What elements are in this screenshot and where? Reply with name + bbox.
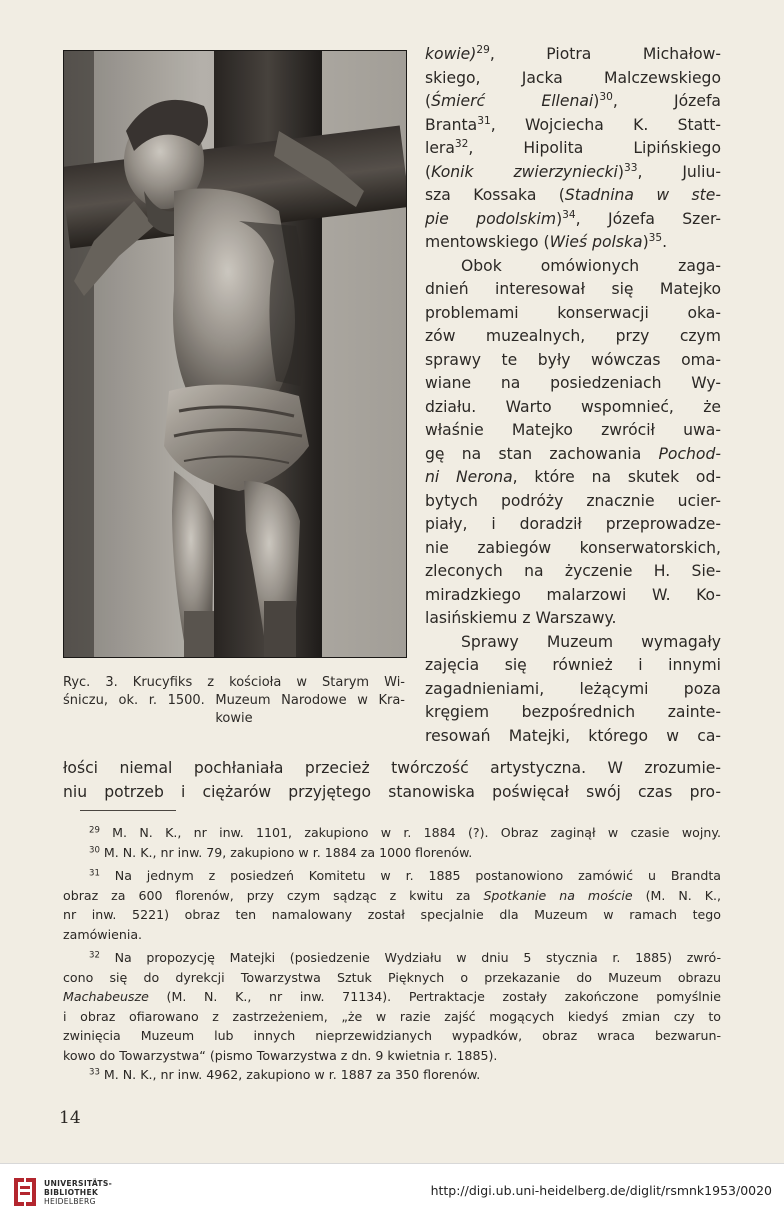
text-span: resowań Matejki, którego w ca- — [425, 726, 721, 745]
university-library-logo-icon — [10, 1174, 40, 1210]
text-span: , Józefa — [612, 92, 721, 110]
text-line — [425, 678, 721, 702]
footnote-ref: 30 — [89, 844, 100, 855]
text-span: M. N. K., nr inw. 1101, zakupiono w r. 1884 (?). Obraz zaginął w czasie wojny. — [99, 825, 721, 840]
footnote-line — [63, 1026, 721, 1046]
text-span: Obok omówionych zaga- — [461, 256, 721, 275]
text-span: lera — [425, 139, 455, 157]
text-line — [425, 67, 721, 91]
footnote-ref: 30 — [599, 91, 613, 104]
text-line — [425, 231, 721, 255]
text-span: zleconych na życzenie H. Sie- — [425, 562, 721, 580]
footnote-ref: 32 — [89, 950, 100, 961]
caption-line: Ryc. 3. Krucyfiks z kościoła w Starym Wi- — [63, 675, 405, 690]
crucifix-photo-image — [64, 51, 406, 657]
italic-title: Konik zwierzyniecki — [431, 162, 618, 181]
text-span: łości niemal pochłaniała przecież twórczość artystyczna. W zrozumie- — [63, 759, 721, 777]
italic-title: kowie) — [425, 45, 477, 63]
caption-line: kowie — [215, 711, 253, 726]
text-span: (M. N. K., — [632, 887, 721, 903]
text-span: ( — [425, 162, 432, 181]
text-span: ( — [425, 92, 432, 110]
text-line — [425, 725, 721, 749]
footnote-line — [63, 1065, 721, 1085]
italic-title: Pochod- — [658, 444, 721, 463]
text-span: działu. Warto wspomnieć, że — [425, 397, 721, 416]
text-span: lasińskiemu z Warszawy. — [425, 609, 617, 627]
text-span: (M. N. K., nr inw. 71134). Pertraktacje zostały zakończone pomyślnie — [148, 989, 721, 1004]
text-span: dnień interesował się Matejko — [425, 280, 721, 298]
text-line — [425, 325, 721, 349]
footnote-line — [63, 866, 721, 886]
footnotes — [63, 823, 721, 1085]
text-column-right — [425, 43, 721, 748]
text-line — [425, 90, 721, 114]
text-span: , Wojciecha K. Statt- — [490, 115, 721, 134]
text-span: M. N. K., nr inw. 4962, zakupiono w r. 1887 za 350 florenów. — [99, 1067, 481, 1082]
footnote-line — [63, 1007, 721, 1027]
text-line — [425, 255, 721, 279]
footnote-line — [63, 905, 721, 925]
text-span: bytych podróży znacznie ucier- — [425, 491, 721, 510]
footnote-ref: 32 — [454, 138, 469, 151]
text-span: skiego, Jacka Malczewskiego — [425, 68, 721, 87]
footnote-ref: 29 — [476, 44, 490, 57]
text-line — [425, 349, 721, 373]
text-span: kowo do Towarzystwa“ (pismo Towarzystwa z dn. 9 kwietnia r. 1885). — [63, 1047, 498, 1063]
text-line — [425, 396, 721, 420]
text-line — [425, 701, 721, 725]
footnote-line — [63, 843, 721, 863]
text-line — [425, 443, 721, 467]
page-url-link[interactable]: http://digi.ub.uni-heidelberg.de/diglit/rsmnk1953/0020 — [430, 1183, 772, 1198]
text-line — [425, 137, 721, 161]
text-span: ) — [556, 209, 563, 228]
text-span: obraz za 600 florenów, przy czym sądząc z kwitu za — [63, 887, 484, 903]
text-line — [63, 757, 721, 781]
text-line — [63, 781, 721, 805]
text-span: miradzkiego malarzowi W. Ko- — [425, 585, 721, 604]
text-span: zamówienia. — [63, 926, 143, 942]
footnote-line — [63, 948, 721, 968]
text-span: M. N. K., nr inw. 79, zakupiono w r. 1884 za 1000 florenów. — [99, 844, 473, 860]
figure-caption — [63, 674, 405, 728]
text-span: zagadnieniami, leżącymi poza — [425, 679, 721, 698]
text-span: Na jednym z posiedzeń Komitetu w r. 1885 postanowiono zamówić u Brandta — [99, 868, 721, 883]
text-span: , Piotra Michałow- — [489, 45, 721, 63]
footnote-ref: 33 — [89, 1067, 100, 1078]
text-span: cono się do dyrekcji Towarzystwa Sztuk Pięknych o przekazanie do Muzeum obrazu — [63, 969, 721, 985]
text-span: , które na skutek od- — [512, 468, 721, 486]
text-span: ) — [593, 92, 600, 110]
italic-title: Stadnina w ste- — [564, 186, 721, 204]
footnote-line — [63, 987, 721, 1007]
text-span: ) — [617, 162, 624, 181]
footnote-line — [63, 1046, 721, 1066]
text-line — [425, 537, 721, 561]
text-span: Na propozycję Matejki (posiedzenie Wydziału w dniu 5 stycznia r. 1885) zwró- — [99, 950, 721, 965]
text-span: zajęcia się również i innymi — [425, 656, 721, 674]
text-span: , Juliu- — [637, 162, 721, 181]
text-span: kręgiem bezpośrednich zainte- — [425, 703, 721, 721]
footnote-line — [63, 968, 721, 988]
text-line — [425, 490, 721, 514]
library-name-line: HEIDELBERG — [44, 1197, 96, 1206]
text-span: . — [662, 233, 668, 251]
text-span: zwinięcia Muzeum lub innych nieprzewidzianych wypadków, obraz wraca bezwarun- — [63, 1028, 721, 1043]
text-line — [425, 184, 721, 208]
text-line — [425, 114, 721, 138]
text-line — [425, 560, 721, 584]
crucifix-photo — [63, 50, 407, 658]
italic-title: Śmierć Ellenai — [431, 92, 594, 110]
text-span: Sprawy Muzeum wymagały — [461, 632, 721, 651]
text-span: , Hipolita Lipińskiego — [468, 139, 721, 157]
text-line — [425, 161, 721, 185]
text-span: ) — [642, 233, 649, 251]
text-full-width — [63, 757, 721, 804]
text-line — [425, 466, 721, 490]
text-span: problemami konserwacji oka- — [425, 303, 721, 322]
text-line — [425, 278, 721, 302]
text-span: niu potrzeb i ciężarów przyjętego stanowiska poświęcał swój czas pro- — [63, 782, 721, 801]
text-line — [425, 584, 721, 608]
italic-title: Machabeusze — [63, 989, 149, 1004]
library-name — [44, 1179, 112, 1206]
footnote-line — [63, 823, 721, 843]
italic-title: Wieś polska — [549, 233, 643, 251]
text-span: zów muzealnych, przy czym — [425, 327, 721, 345]
footnote-ref: 31 — [477, 114, 491, 127]
library-name-line: BIBLIOTHEK — [44, 1188, 99, 1197]
footnote-line — [63, 886, 721, 906]
footnote-ref: 34 — [562, 208, 576, 221]
italic-title: ni Nerona — [425, 468, 513, 486]
text-span: gę na stan zachowania — [425, 444, 659, 463]
text-line — [425, 419, 721, 443]
text-span: , Józefa Szer- — [575, 209, 721, 228]
text-span: Branta — [425, 115, 478, 134]
text-span: i obraz ofiarowano z zastrzeżeniem, „że w razie zajść mogących kiedyś zmian czy to — [63, 1008, 721, 1024]
italic-title: Spotkanie na moście — [483, 887, 633, 903]
text-line — [425, 607, 721, 631]
text-span: nie zabiegów konserwatorskich, — [425, 538, 721, 557]
text-line — [425, 654, 721, 678]
footnote-line — [63, 925, 721, 945]
text-span: właśnie Matejko zwrócił uwa- — [425, 421, 721, 439]
footnote-ref: 35 — [648, 232, 663, 245]
footnote-ref: 29 — [89, 825, 100, 836]
text-line — [425, 372, 721, 396]
text-span: mentowskiego ( — [425, 233, 550, 251]
footnote-rule — [80, 810, 176, 811]
text-span: wiane na posiedzeniach Wy- — [425, 374, 721, 392]
footnote-ref: 31 — [89, 868, 100, 879]
text-line — [425, 631, 721, 655]
library-footer — [0, 1163, 784, 1221]
italic-title: pie podolskim — [425, 209, 557, 228]
caption-line: śniczu, ok. r. 1500. Muzeum Narodowe w Kra- — [63, 693, 405, 708]
page-number: 14 — [59, 1108, 81, 1128]
library-name-line: UNIVERSITÄTS- — [44, 1179, 113, 1188]
text-line — [425, 43, 721, 67]
text-span: sprawy te były wówczas oma- — [425, 350, 721, 369]
text-span: nr inw. 5221) obraz ten namalowany został specjalnie dla Muzeum w ramach tego — [63, 907, 721, 922]
text-line — [425, 302, 721, 326]
text-line — [425, 513, 721, 537]
text-span: sza Kossaka ( — [425, 186, 565, 204]
text-span: piały, i doradził przeprowadze- — [425, 515, 721, 533]
text-line — [425, 208, 721, 232]
footnote-ref: 33 — [623, 161, 638, 174]
